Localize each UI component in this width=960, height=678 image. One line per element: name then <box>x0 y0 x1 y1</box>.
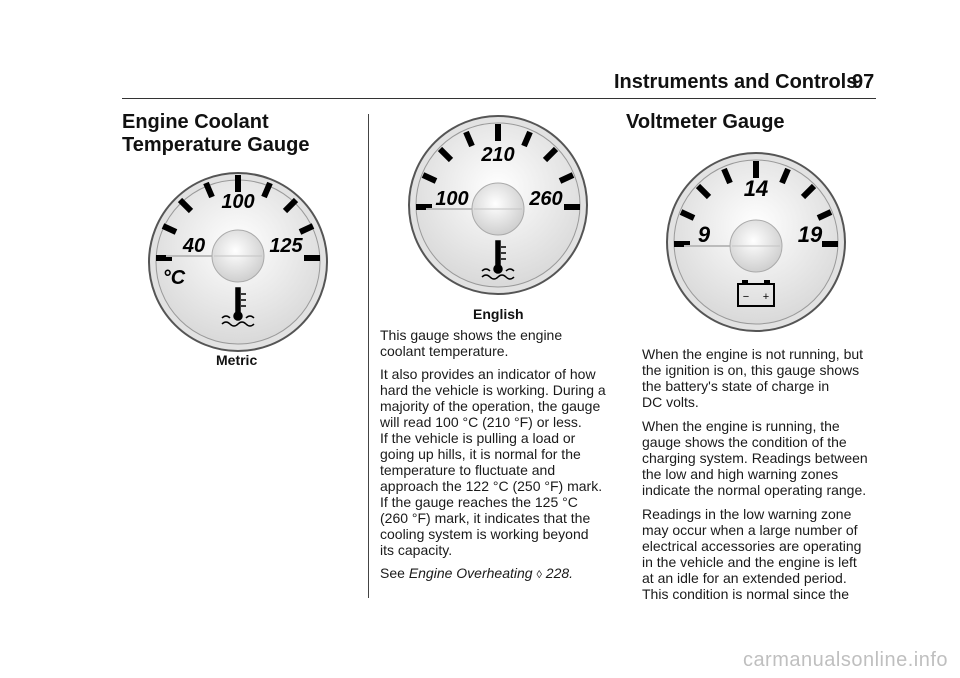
text-line: in the vehicle and the engine is left <box>642 554 857 570</box>
running-header-title: Instruments and Controls <box>614 71 858 93</box>
text-line: (260 °F) mark, it indicates that the <box>380 510 591 526</box>
engine-overheating-link[interactable]: Engine Overheating <box>408 565 533 581</box>
text-line: Readings in the low warning zone <box>642 506 852 522</box>
page-header <box>0 0 960 110</box>
coolant-section-title <box>122 111 309 157</box>
metric-coolant-gauge <box>146 170 330 354</box>
text-line: going up hills, it is normal for the <box>380 446 581 462</box>
text-line: This condition is normal since the <box>642 586 849 602</box>
text-line: charging system. Readings between <box>642 450 868 466</box>
text-line: at an idle for an extended period. <box>642 570 847 586</box>
coolant-paragraph-2 <box>380 366 606 558</box>
text-line: This gauge shows the engine <box>380 327 563 343</box>
text-line: temperature to fluctuate and <box>380 462 556 478</box>
text-line: When the engine is running, the <box>642 418 840 434</box>
text-line: will read 100 °C (210 °F) or less. <box>380 414 582 430</box>
gauge-label-mid: 100 <box>221 191 255 213</box>
voltmeter-paragraph-1 <box>642 346 863 410</box>
text-line: If the gauge reaches the 125 °C <box>380 494 578 510</box>
text-line: may occur when a large number of <box>642 522 858 538</box>
text-line: It also provides an indicator of how <box>380 366 596 382</box>
text-line: approach the 122 °C (250 °F) mark. <box>380 478 603 494</box>
see-prefix: See <box>380 565 409 581</box>
text-line: electrical accessories are operating <box>642 538 862 554</box>
coolant-title-line1: Engine Coolant <box>122 111 269 133</box>
text-line: majority of the operation, the gauge <box>380 398 601 414</box>
page-reference-arrow-icon: ◊ <box>536 569 542 581</box>
gauge-label-high: 260 <box>529 188 563 210</box>
text-line: indicate the normal operating range. <box>642 482 867 498</box>
gauge-label-high: 19 <box>797 222 823 247</box>
metric-gauge-caption: Metric <box>216 352 258 368</box>
site-watermark: carmanualsonline.info <box>742 649 948 671</box>
text-line: gauge shows the condition of the <box>642 434 847 450</box>
text-line: hard the vehicle is working. During a <box>380 382 606 398</box>
text-line: coolant temperature. <box>380 343 509 359</box>
text-line: When the engine is not running, but <box>642 346 864 362</box>
voltmeter-gauge <box>664 150 848 334</box>
voltmeter-section-title: Voltmeter Gauge <box>626 111 785 133</box>
text-line: cooling system is working beyond <box>380 526 589 542</box>
coolant-paragraph-1 <box>380 327 562 359</box>
coolant-title-line2: Temperature Gauge <box>122 134 310 156</box>
gauge-label-high: 125 <box>269 235 303 257</box>
column-divider <box>368 114 369 598</box>
page-number: 97 <box>852 71 875 93</box>
gauge-unit-label: °C <box>162 267 186 289</box>
text-line: If the vehicle is pulling a load or <box>380 430 576 446</box>
battery-minus-label: − <box>742 291 750 303</box>
text-line: DC volts. <box>642 394 699 410</box>
voltmeter-paragraph-2 <box>642 418 868 498</box>
see-reference <box>380 565 573 583</box>
gauge-label-low: 9 <box>697 222 711 247</box>
gauge-label-low: 40 <box>182 235 206 257</box>
battery-plus-label: + <box>762 291 770 303</box>
english-coolant-gauge <box>406 113 590 297</box>
text-line: its capacity. <box>380 542 453 558</box>
header-rule <box>122 98 876 99</box>
text-line: the ignition is on, this gauge shows <box>642 362 860 378</box>
text-line: the low and high warning zones <box>642 466 839 482</box>
see-page-number: 228. <box>541 565 574 581</box>
gauge-label-low: 100 <box>435 188 469 210</box>
gauge-label-mid: 210 <box>481 144 515 166</box>
text-line: the battery's state of charge in <box>642 378 830 394</box>
voltmeter-paragraph-3 <box>642 506 861 602</box>
english-gauge-caption: English <box>473 306 524 322</box>
gauge-label-mid: 14 <box>743 176 769 201</box>
